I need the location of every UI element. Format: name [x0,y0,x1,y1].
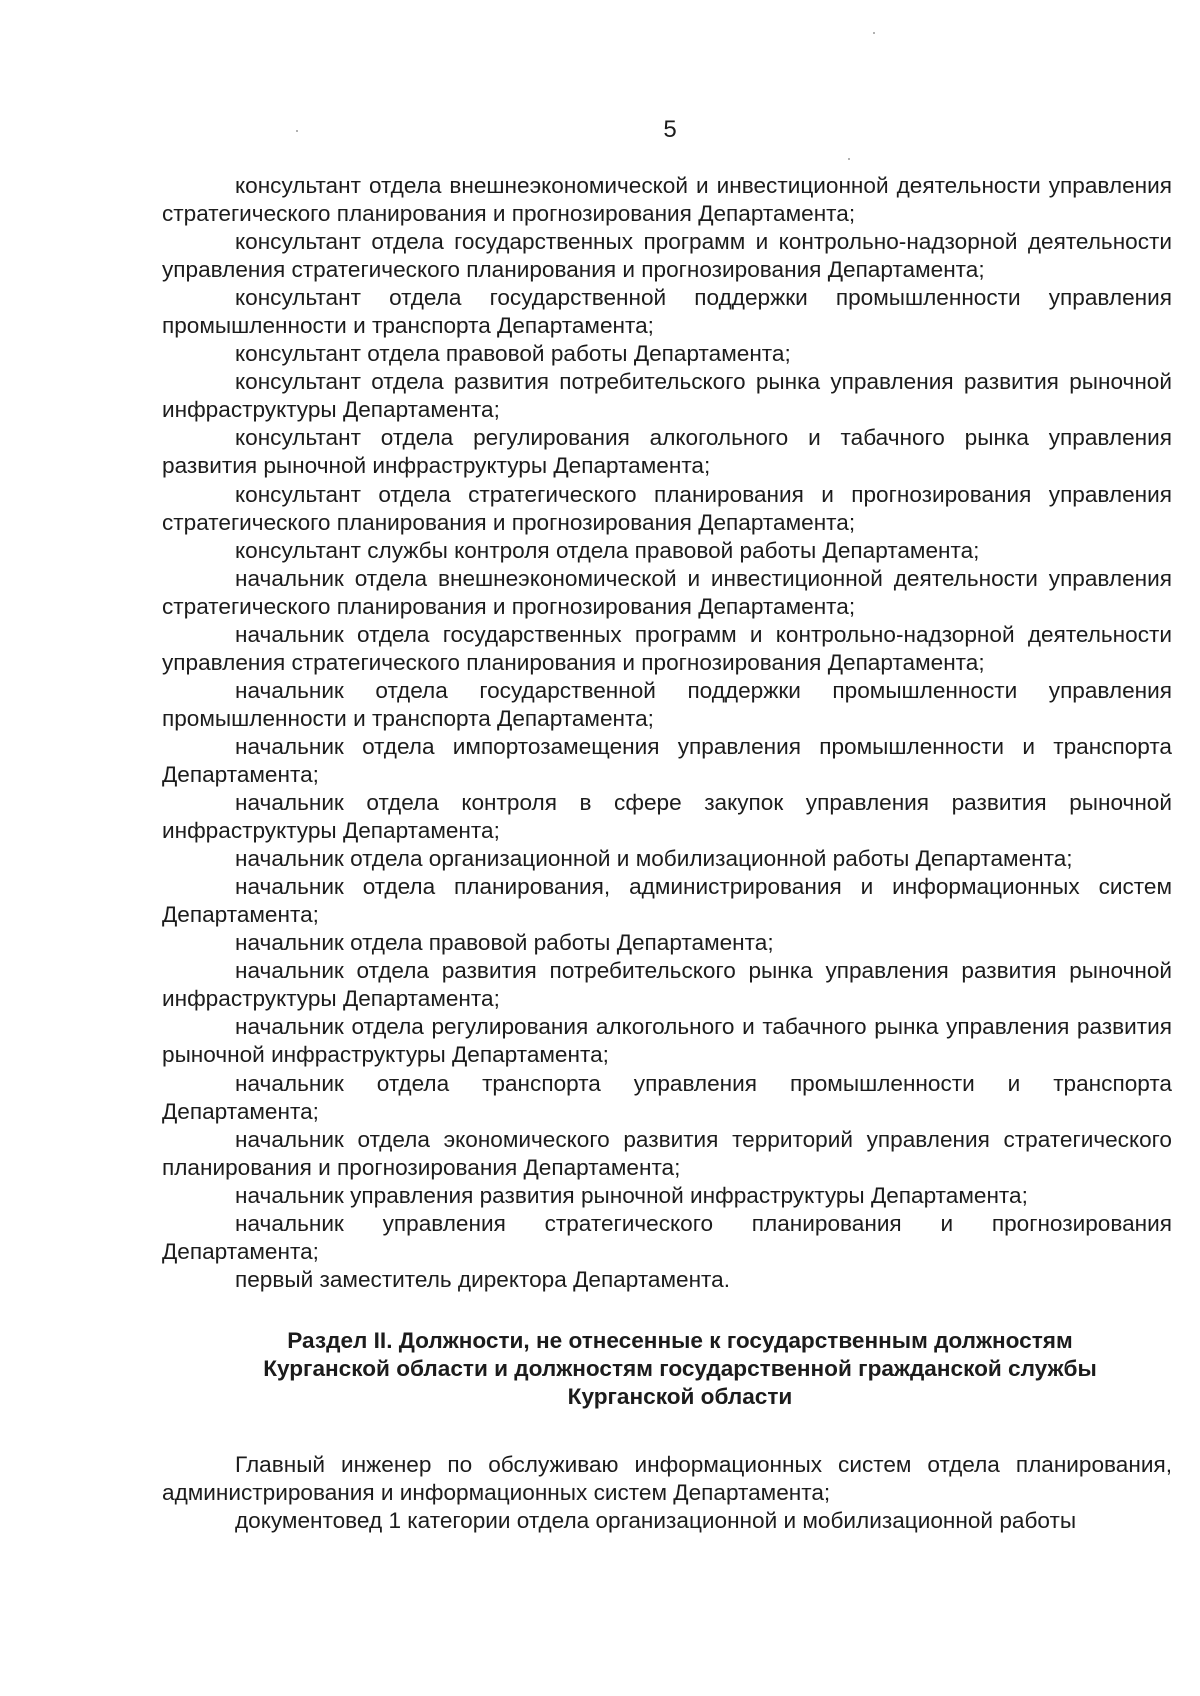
position-item: начальник управления стратегического планирования и прогнозирования Департамента; [162,1210,1172,1264]
section-heading-line: Курганской области [567,1383,793,1409]
position-item: первый заместитель директора Департамента. [235,1266,730,1292]
scan-speck [848,158,850,160]
position-item: начальник отдела планирования, администрирования и информационных систем Департамента; [162,874,1172,928]
position-item: начальник отдела импортозамещения управления промышленности и транспорта Департамента; [162,733,1172,787]
position-item: Главный инженер по обслуживаю информационных систем отдела планирования, администрирования и информационных систем Департамента; [162,1452,1172,1506]
section-heading-line: Курганской области и должностям государственной гражданской службы [263,1355,1097,1381]
position-item: консультант отдела правовой работы Департамента; [235,341,791,367]
document-body [162,172,1172,1535]
position-item: начальник отдела государственных программ и контрольно-надзорной деятельности управления стратегического планирования и прогнозирования Департамента; [162,621,1172,675]
position-item: консультант службы контроля отдела правовой работы Департамента; [235,537,980,563]
position-item: консультант отдела стратегического планирования и прогнозирования управления стратегического планирования и прогнозирования Департамента; [162,481,1172,535]
position-item: начальник отдела транспорта управления промышленности и транспорта Департамента; [162,1070,1172,1124]
position-item: консультант отдела регулирования алкогольного и табачного рынка управления развития рыночной инфраструктуры Департамента; [162,425,1172,479]
position-item: консультант отдела государственной поддержки промышленности управления промышленности и транспорта Департамента; [162,285,1172,339]
position-item: консультант отдела внешнеэкономической и инвестиционной деятельности управления стратегического планирования и прогнозирования Департамента; [162,173,1172,227]
position-item: консультант отдела государственных программ и контрольно-надзорной деятельности управления стратегического планирования и прогнозирования Департамента; [162,229,1172,283]
section-heading [162,1327,1172,1411]
position-item: начальник отдела правовой работы Департамента; [235,930,774,956]
position-item: начальник отдела контроля в сфере закупок управления развития рыночной инфраструктуры Департамента; [162,790,1172,844]
position-item: начальник отдела регулирования алкогольного и табачного рынка управления развития рыночной инфраструктуры Департамента; [162,1014,1172,1068]
position-item: начальник управления развития рыночной инфраструктуры Департамента; [235,1182,1028,1208]
position-item: начальник отдела развития потребительского рынка управления развития рыночной инфраструктуры Департамента; [162,958,1172,1012]
scan-speck [873,32,875,34]
position-item: консультант отдела развития потребительского рынка управления развития рыночной инфраструктуры Департамента; [162,369,1172,423]
position-item: начальник отдела государственной поддержки промышленности управления промышленности и транспорта Департамента; [162,677,1172,731]
position-item: документовед 1 категории отдела организационной и мобилизационной работы [235,1508,1077,1534]
position-item: начальник отдела внешнеэкономической и инвестиционной деятельности управления стратегического планирования и прогнозирования Департамента; [162,565,1172,619]
position-item: начальник отдела экономического развития территорий управления стратегического планирования и прогнозирования Департамента; [162,1126,1172,1180]
section-heading-line: Раздел II. Должности, не отнесенные к государственным должностям [287,1327,1073,1353]
page-number: 5 [663,116,677,143]
position-item: начальник отдела организационной и мобилизационной работы Департамента; [235,846,1073,872]
